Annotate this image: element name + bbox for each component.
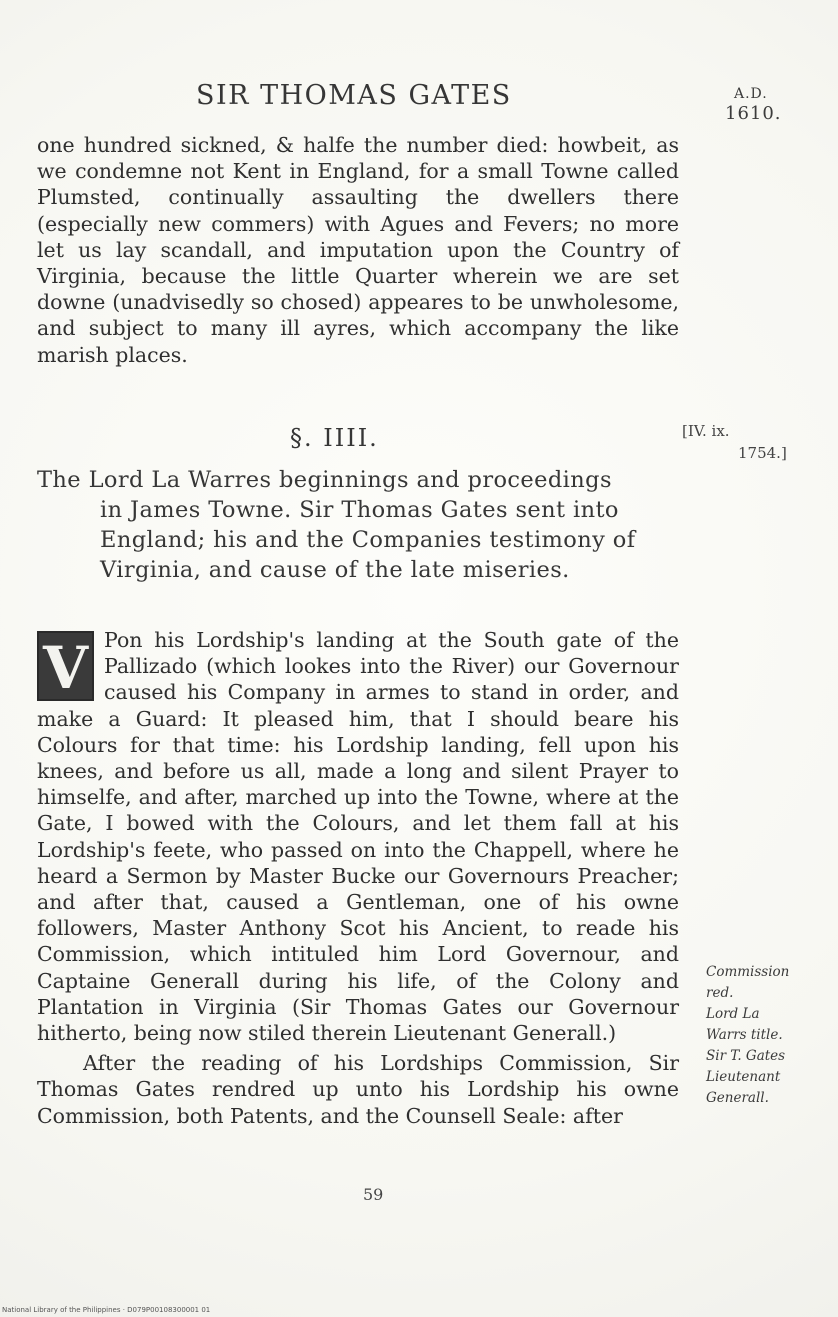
second-paragraph: After the reading of his Lordships Commission, Sir Thomas Gates rendred up unto his Lordship his owne Commission, both Patents, and the Counsell Seale: after	[37, 1051, 679, 1128]
section-heading	[37, 465, 687, 585]
volume-page-reference	[682, 420, 787, 464]
margin-note-line: red.	[706, 985, 734, 1001]
margin-note-line: Commission	[706, 964, 790, 980]
scan-credit: National Library of the Philippines · D079P00108300001 01	[2, 1306, 211, 1314]
page-reference: 1754.]	[738, 444, 787, 462]
margin-note-line: Generall.	[706, 1090, 769, 1106]
section-heading-first-line: The Lord La Warres beginnings and proceedings	[37, 467, 612, 493]
margin-note	[706, 962, 834, 1109]
drop-cap-initial: V	[37, 631, 94, 701]
margin-note-line: Warrs title.	[706, 1027, 783, 1043]
body-paragraph	[37, 627, 679, 1046]
section-heading-continuation: in James Towne. Sir Thomas Gates sent into England; his and the Companies testimony of Virginia, and cause of the late miseries.	[100, 497, 636, 583]
date-era: A.D.	[734, 86, 768, 102]
date-heading	[725, 84, 782, 124]
page-number: 59	[363, 1185, 384, 1204]
margin-note-line: Lord La	[706, 1006, 760, 1022]
margin-note-line: Lieutenant	[706, 1069, 781, 1085]
body-paragraph-text: Pon his Lordship's landing at the South gate of the Pallizado (which lookes into the River) our Governour caused his Company in armes to stand in order, and make a Guard: It pleased him, that I should beare his Colours for that time: his Lordship landing, fell upon his knees, and before us all, made a long and silent Prayer to himselfe, and after, marched up into the Towne, where at the Gate, I bowed with the Colours, and let them fall at his Lordship's feete, who passed on into the Chappell, where he heard a Sermon by Master Bucke our Governours Preacher; and after that, caused a Gentleman, one of his owne followers, Master Anthony Scot his Ancient, to reade his Commission, which intituled him Lord Governour, and Captaine Generall during his life, of the Colony and Plantation in Virginia (Sir Thomas Gates our Governour hitherto, being now stiled therein Lieutenant Generall.)	[37, 628, 679, 1046]
volume-reference: [IV. ix.	[682, 422, 730, 440]
section-number: §. IIII.	[290, 424, 379, 452]
main-text	[37, 627, 679, 1129]
date-year: 1610.	[725, 103, 782, 124]
margin-note-line: Sir T. Gates	[706, 1048, 786, 1064]
opening-paragraph: one hundred sickned, & halfe the number died: howbeit, as we condemne not Kent in England, for a small Towne called Plumsted, continually assaulting the dwellers there (especially new commers) with Agues and Fevers; no more let us lay scandall, and imputation upon the Country of Virginia, because the little Quarter wherein we are set downe (unadvisedly so chosed) appeares to be unwholesome, and subject to many ill ayres, which accompany the like marish places.	[37, 133, 679, 367]
running-head: SIR THOMAS GATES	[196, 80, 512, 111]
